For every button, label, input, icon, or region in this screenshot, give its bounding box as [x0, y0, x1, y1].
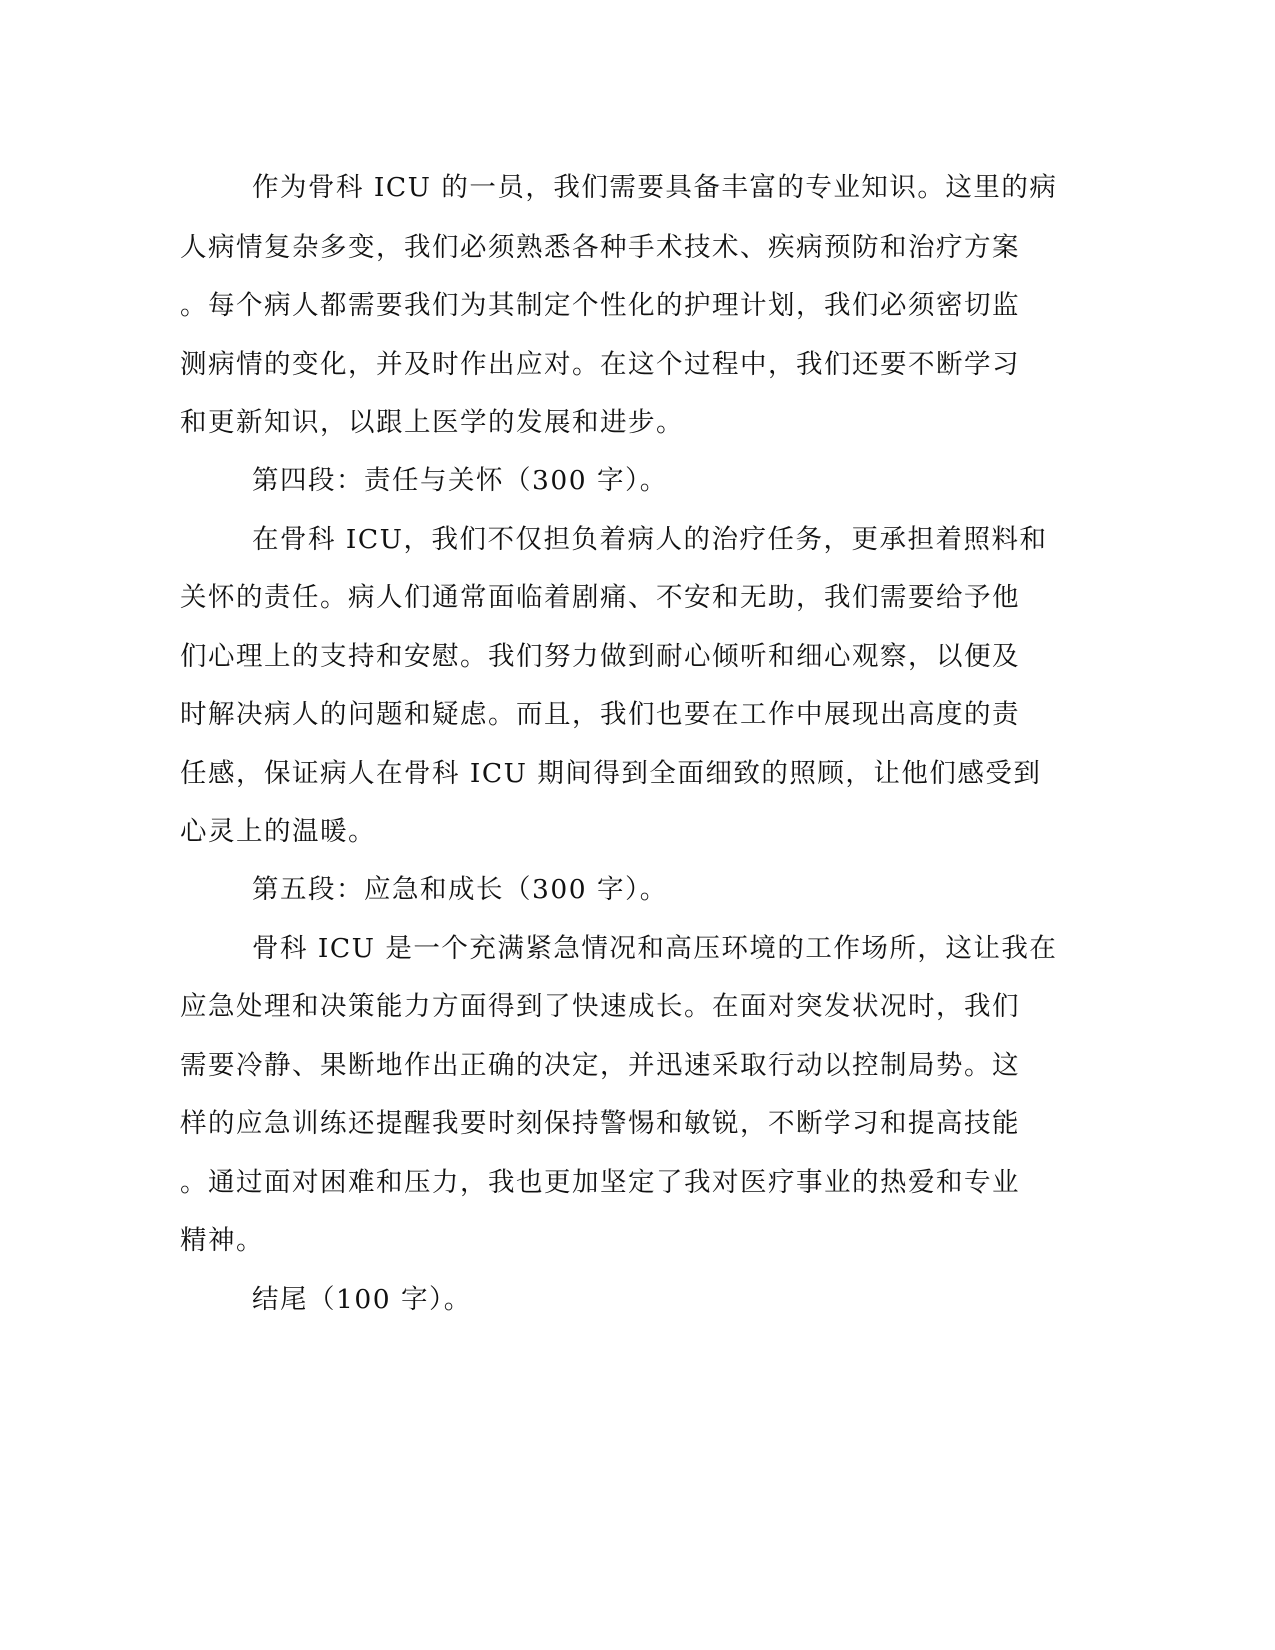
paragraph-4-line-4: 时解决病人的问题和疑虑。而且，我们也要在工作中展现出高度的责 — [180, 699, 1020, 730]
paragraph-4-line-6: 心灵上的温暖。 — [180, 816, 376, 847]
paragraph-5-line-6: 精神。 — [180, 1225, 264, 1256]
paragraph-5-line-3: 需要冷静、果断地作出正确的决定，并迅速采取行动以控制局势。这 — [180, 1050, 1020, 1081]
paragraph-3-line-5: 和更新知识，以跟上医学的发展和进步。 — [180, 407, 684, 438]
paragraph-5-line-1: 骨科 ICU 是一个充满紧急情况和高压环境的工作场所，这让我在 — [252, 933, 1058, 964]
paragraph-5-line-4: 样的应急训练还提醒我要时刻保持警惕和敏锐，不断学习和提高技能 — [180, 1108, 1020, 1139]
paragraph-5-line-2: 应急处理和决策能力方面得到了快速成长。在面对突发状况时，我们 — [180, 991, 1020, 1022]
section-heading-4: 第四段：责任与关怀（300 字）。 — [252, 465, 668, 496]
paragraph-4-line-3: 们心理上的支持和安慰。我们努力做到耐心倾听和细心观察，以便及 — [180, 641, 1020, 672]
paragraph-3-line-3: 。每个病人都需要我们为其制定个性化的护理计划，我们必须密切监 — [180, 290, 1020, 321]
paragraph-4-line-1: 在骨科 ICU，我们不仅担负着病人的治疗任务，更承担着照料和 — [252, 524, 1048, 555]
paragraph-3-line-1: 作为骨科 ICU 的一员，我们需要具备丰富的专业知识。这里的病 — [252, 172, 1058, 203]
section-heading-ending: 结尾（100 字）。 — [252, 1284, 472, 1315]
section-heading-5: 第五段：应急和成长（300 字）。 — [252, 874, 668, 905]
paragraph-5-line-5: 。通过面对困难和压力，我也更加坚定了我对医疗事业的热爱和专业 — [180, 1167, 1020, 1198]
paragraph-4-line-5: 任感，保证病人在骨科 ICU 期间得到全面细致的照顾，让他们感受到 — [180, 758, 1042, 789]
paragraph-4-line-2: 关怀的责任。病人们通常面临着剧痛、不安和无助，我们需要给予他 — [180, 582, 1020, 613]
paragraph-3-line-2: 人病情复杂多变，我们必须熟悉各种手术技术、疾病预防和治疗方案 — [180, 232, 1020, 263]
paragraph-3-line-4: 测病情的变化，并及时作出应对。在这个过程中，我们还要不断学习 — [180, 349, 1020, 380]
